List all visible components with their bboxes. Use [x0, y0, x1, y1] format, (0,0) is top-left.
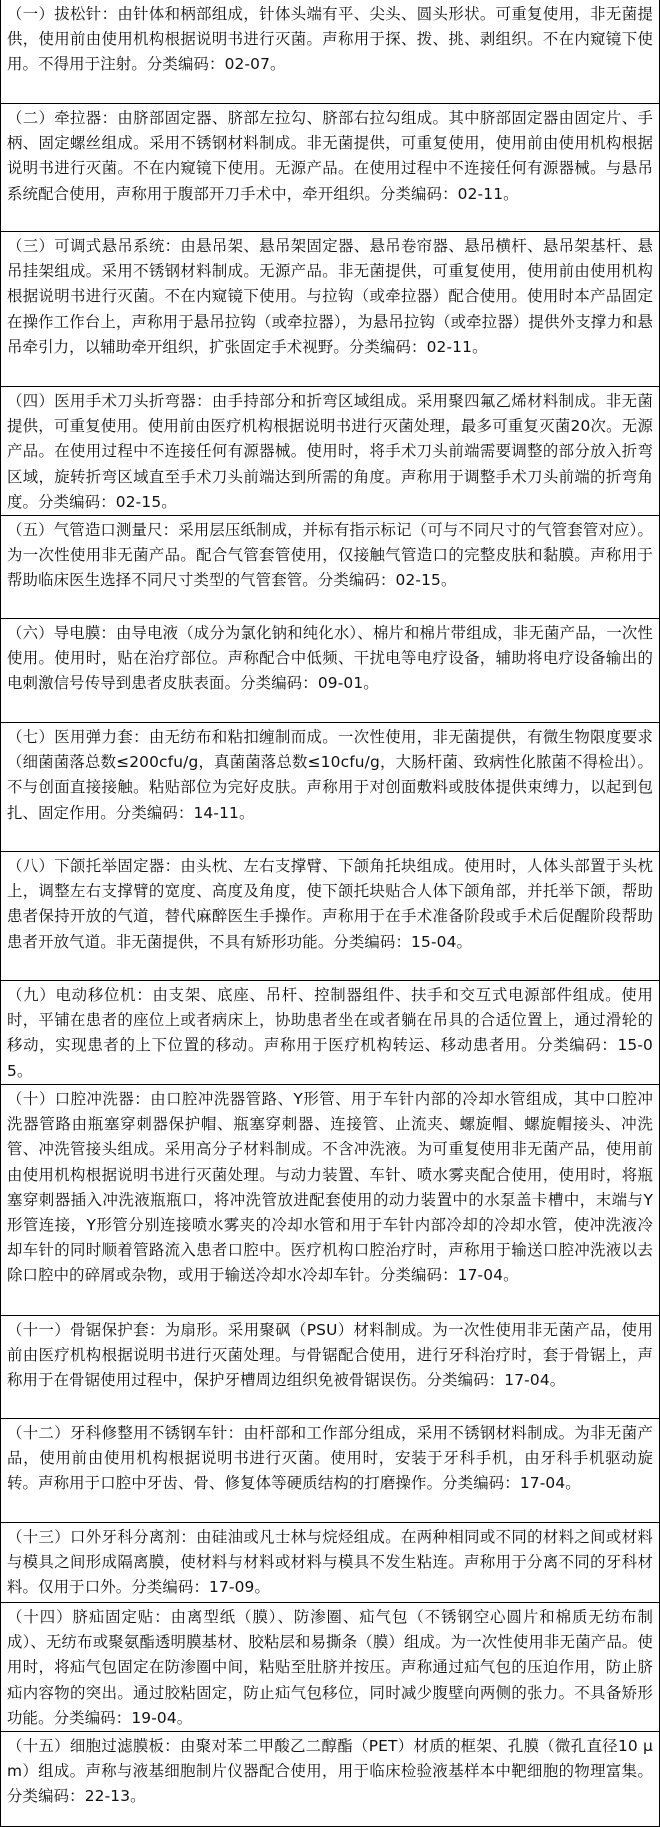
entry-08: （八）下颌托举固定器：由头枕、左右支撑臂、下颌角托块组成。使用时，人体头部置于头枕上，调整左右支撑臂的宽度、高度及角度，使下颌托块贴合人体下颌角部，并托举下颌，帮助患者保持开放的气道，替代麻醉医生手操作。声称用于在手术准备阶段或手术后促醒阶段帮助患者开放气道。非无菌提供，不具有矫形功能。分类编码：15-04。 [1, 851, 659, 980]
entry-15: （十五）细胞过滤膜板：由聚对苯二甲酸乙二醇酯（PET）材质的框架、孔膜（微孔直径10 μm）组成。声称与液基细胞制片仪器配合使用，用于临床检验液基样本中靶细胞的物理富集。分类编码：22-13。 [1, 1731, 659, 1827]
entry-04: （四）医用手术刀头折弯器：由手持部分和折弯区域组成。采用聚四氟乙烯材料制成。非无菌提供，可重复使用。使用前由医疗机构根据说明书进行灭菌处理，最多可重复灭菌20次。无源产品。在使用过程中不连接任何有源器械。使用时，将手术刀头前端需要调整的部分放入折弯区域，旋转折弯区域直至手术刀头前端达到所需的角度。声称用于调整手术刀头前端的折弯角度。分类编码：02-15。 [1, 386, 659, 515]
entry-10: （十）口腔冲洗器：由口腔冲洗器管路、Y形管、用于车针内部的冷却水管组成，其中口腔冲洗器管路由瓶塞穿刺器保护帽、瓶塞穿刺器、连接管、止流夹、螺旋帽、螺旋帽接头、冲洗管、冲洗管接头组成。采用高分子材料制成。不含冲洗液。为可重复使用非无菌产品，使用前由使用机构根据说明书进行灭菌处理。与动力装置、车针、喷水雾夹配合使用，使用时，将瓶塞穿刺器插入冲洗液瓶瓶口，将冲洗管放进配套使用的动力装置中的水泵盖卡槽中，末端与Y形管连接，Y形管分别连接喷水雾夹的冷却水管和用于车针内部冷却的冷却水管，使冲洗液冷却车针的同时顺着管路流入患者口腔中。医疗机构口腔治疗时，声称用于输送口腔冲洗液以去除口腔中的碎屑或杂物，或用于输送冷却水冷却车针。分类编码：17-04。 [1, 1084, 659, 1315]
entry-11: （十一）骨锯保护套：为扇形。采用聚砜（PSU）材料制成。为一次性使用非无菌产品，使用前由医疗机构根据说明书进行灭菌处理。与骨锯配合使用，进行牙科治疗时，套于骨锯上，声称用于在骨锯使用过程中，保护牙槽周边组织免被骨锯误伤。分类编码：17-04。 [1, 1315, 659, 1418]
entry-02: （二）牵拉器：由脐部固定器、脐部左拉勾、脐部右拉勾组成。其中脐部固定器由固定片、手柄、固定螺丝组成。采用不锈钢材料制成。非无菌提供，可重复使用，使用前由使用机构根据说明书进行灭菌。不在内窥镜下使用。无源产品。在使用过程中不连接任何有源器械。与悬吊系统配合使用，声称用于腹部开刀手术中，牵开组织。分类编码：02-11。 [1, 103, 659, 231]
entry-12: （十二）牙科修整用不锈钢车针：由杆部和工作部分组成，采用不锈钢材料制成。为非无菌产品，使用前由使用机构根据说明书进行灭菌。使用时，安装于牙科手机，由牙科手机驱动旋转。声称用于口腔中牙齿、骨、修复体等硬质结构的打磨操作。分类编码：17-04。 [1, 1418, 659, 1522]
entry-14: （十四）脐疝固定贴：由离型纸（膜）、防渗圈、疝气包（不锈钢空心圆片和棉质无纺布制成）、无纺布或聚氨酯透明膜基材、胶粘层和易撕条（膜）组成。为一次性使用非无菌产品。使用时，将疝气包固定在防渗圈中间，粘贴至肚脐并按压。声称通过疝气包的压迫作用，防止脐疝内容物的突出。通过胶粘固定，防止疝气包移位，同时减少腹壁向两侧的张力。不具备矫形功能。分类编码：19-04。 [1, 1602, 659, 1731]
entry-05: （五）气管造口测量尺：采用层压纸制成，并标有指示标记（可与不同尺寸的气管套管对应）。为一次性使用非无菌产品。配合气管套管使用，仅接触气管造口的完整皮肤和黏膜。声称用于帮助临床医生选择不同尺寸类型的气管套管。分类编码：02-15。 [1, 515, 659, 618]
entry-06: （六）导电膜：由导电液（成分为氯化钠和纯化水）、棉片和棉片带组成，非无菌产品，一次性使用。使用时，贴在治疗部位。声称配合中低频、干扰电等电疗设备，辅助将电疗设备输出的电刺激信号传导到患者皮肤表面。分类编码：09-01。 [1, 618, 659, 722]
entry-07: （七）医用弹力套：由无纺布和粘扣缠制而成。一次性使用，非无菌提供，有微生物限度要求（细菌菌落总数≤200cfu/g，真菌菌落总数≤10cfu/g，大肠杆菌、致病性化脓菌不得检出）。不与创面直接接触。粘贴部位为完好皮肤。声称用于对创面敷料或肢体提供束缚力，以起到包扎、固定作用。分类编码：14-11。 [1, 722, 659, 851]
entry-09: （九）电动移位机：由支架、底座、吊杆、控制器组件、扶手和交互式电源部件组成。使用时，平铺在患者的座位上或者病床上，协助患者坐在或者躺在吊具的合适位置上，通过滑轮的移动，实现患者的上下位置的移动。声称用于医疗机构转运、移动患者用。分类编码：15-05。 [1, 980, 659, 1084]
entry-01: （一）拔松针：由针体和柄部组成，针体头端有平、尖头、圆头形状。可重复使用，非无菌提供，使用前由使用机构根据说明书进行灭菌。声称用于探、拨、挑、剥组织。不在内窥镜下使用。不得用于注射。分类编码：02-07。 [7, 5, 653, 74]
entry-13: （十三）口外牙科分离剂：由硅油或凡士林与烷烃组成。在两种相同或不同的材料之间或材料与模具之间形成隔离膜，使材料与材料或材料与模具不发生粘连。声称用于分离不同的牙科材料。仅用于口外。分类编码：17-09。 [1, 1522, 659, 1602]
entry-03: （三）可调式悬吊系统：由悬吊架、悬吊架固定器、悬吊卷帘器、悬吊横杆、悬吊架基杆、悬吊挂架组成。采用不锈钢材料制成。无源产品。非无菌提供，可重复使用，使用前由使用机构根据说明书进行灭菌。不在内窥镜下使用。与拉钩（或牵拉器）配合使用。使用时本产品固定在操作工作台上，声称用于悬吊拉钩（或牵拉器），为悬吊拉钩（或牵拉器）提供外支撑力和悬吊牵引力，以辅助牵开组织，扩张固定手术视野。分类编码：02-11。 [1, 231, 659, 386]
